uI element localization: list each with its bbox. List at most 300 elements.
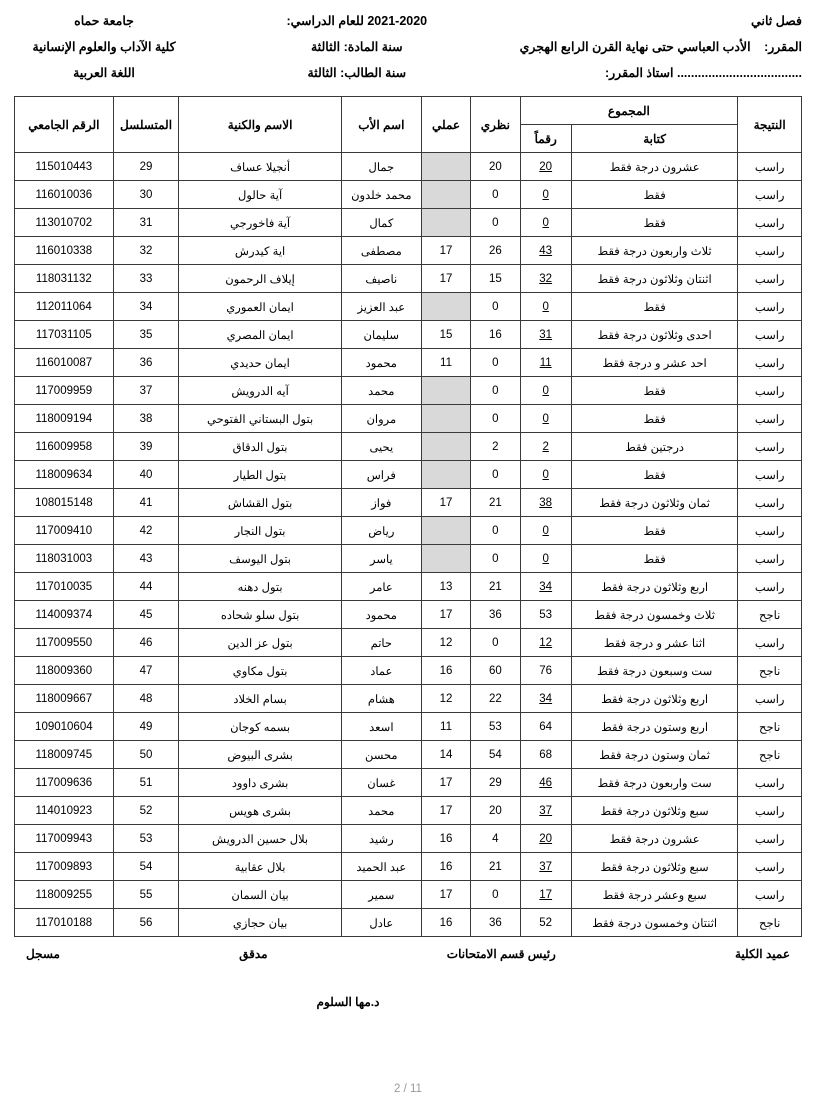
cell-father-name: هشام [341,685,421,713]
cell-raqm: 0 [520,545,571,573]
cell-amali: 15 [421,321,470,349]
cell-raqm: 20 [520,825,571,853]
cell-amali [421,153,470,181]
cell-raqm: 0 [520,209,571,237]
cell-amali: 13 [421,573,470,601]
cell-kitaba: اربع وثلاثون درجة فقط [571,685,737,713]
cell-nazari: 0 [471,629,520,657]
cell-kitaba: ست واربعون درجة فقط [571,769,737,797]
cell-student-name: بلال عقابية [179,853,341,881]
cell-kitaba: ثلاث واربعون درجة فقط [571,237,737,265]
cell-nazari: 21 [471,573,520,601]
table-row [15,629,802,657]
cell-university-id: 117009893 [15,853,114,881]
header-faculty: كلية الآداب والعلوم الإنسانية [32,40,176,55]
cell-student-name: آية فاخورجي [179,209,341,237]
cell-university-id: 109010604 [15,713,114,741]
cell-serial: 51 [113,769,179,797]
cell-kitaba: فقط [571,377,737,405]
cell-university-id: 117009943 [15,825,114,853]
header-academic-year-value: 2021-2020 [367,14,428,28]
cell-natija: راسب [738,545,802,573]
cell-kitaba: ثمان وثلاثون درجة فقط [571,489,737,517]
cell-father-name: حاتم [341,629,421,657]
cell-kitaba: فقط [571,517,737,545]
cell-university-id: 117010035 [15,573,114,601]
cell-kitaba: اربع وستون درجة فقط [571,713,737,741]
cell-university-id: 108015148 [15,489,114,517]
cell-amali [421,181,470,209]
cell-university-id: 117010188 [15,909,114,937]
cell-kitaba: اثنتان وثلاثون درجة فقط [571,265,737,293]
cell-kitaba: سبع وثلاثون درجة فقط [571,797,737,825]
header-student-year-label: سنة الطالب: [340,66,407,81]
cell-serial: 46 [113,629,179,657]
cell-serial: 32 [113,237,179,265]
cell-amali [421,293,470,321]
cell-university-id: 117031105 [15,321,114,349]
cell-university-id: 114010923 [15,797,114,825]
cell-kitaba: فقط [571,209,737,237]
cell-father-name: غسان [341,769,421,797]
cell-amali: 14 [421,741,470,769]
cell-serial: 39 [113,433,179,461]
cell-student-name: إيلاف الرحمون [179,265,341,293]
table-row [15,265,802,293]
cell-raqm: 17 [520,881,571,909]
cell-nazari: 21 [471,489,520,517]
cell-father-name: جمال [341,153,421,181]
cell-nazari: 0 [471,517,520,545]
cell-raqm: 12 [520,629,571,657]
cell-nazari: 20 [471,153,520,181]
cell-natija: راسب [738,237,802,265]
cell-raqm: 76 [520,657,571,685]
cell-serial: 53 [113,825,179,853]
cell-serial: 44 [113,573,179,601]
header-nazari: نظري [471,97,520,153]
cell-nazari: 0 [471,181,520,209]
cell-natija: راسب [738,293,802,321]
cell-amali: 12 [421,685,470,713]
cell-amali: 17 [421,489,470,517]
cell-father-name: عماد [341,657,421,685]
cell-natija: راسب [738,573,802,601]
cell-natija: راسب [738,377,802,405]
cell-student-name: آية حالول [179,181,341,209]
cell-natija: راسب [738,209,802,237]
cell-natija: ناجح [738,713,802,741]
cell-raqm: 31 [520,321,571,349]
cell-student-name: بتول سلو شحاده [179,601,341,629]
cell-natija: راسب [738,461,802,489]
header-father-name: اسم الأب [341,97,421,153]
cell-natija: راسب [738,853,802,881]
cell-student-name: بسام الخلاد [179,685,341,713]
header-kitaba: كتابة [571,125,737,153]
cell-natija: راسب [738,433,802,461]
header-course-label: المقرر: [764,40,802,55]
header-majmou: المجموع [520,97,738,125]
cell-serial: 34 [113,293,179,321]
cell-serial: 48 [113,685,179,713]
cell-nazari: 29 [471,769,520,797]
grades-table-body [15,153,802,937]
cell-kitaba: اثنا عشر و درجة فقط [571,629,737,657]
cell-raqm: 11 [520,349,571,377]
cell-father-name: ناصيف [341,265,421,293]
cell-father-name: عبد العزيز [341,293,421,321]
cell-amali [421,517,470,545]
cell-father-name: محمد [341,377,421,405]
cell-serial: 56 [113,909,179,937]
cell-father-name: عامر [341,573,421,601]
cell-serial: 41 [113,489,179,517]
cell-raqm: 68 [520,741,571,769]
cell-university-id: 118031003 [15,545,114,573]
cell-amali [421,545,470,573]
header-natija: النتيجة [738,97,802,153]
cell-university-id: 118031132 [15,265,114,293]
cell-nazari: 53 [471,713,520,741]
cell-nazari: 36 [471,909,520,937]
table-row [15,489,802,517]
cell-raqm: 0 [520,293,571,321]
table-row [15,769,802,797]
cell-nazari: 21 [471,853,520,881]
cell-university-id: 117009550 [15,629,114,657]
table-row [15,209,802,237]
cell-nazari: 0 [471,545,520,573]
cell-amali [421,433,470,461]
header-course-value: الأدب العباسي حتى نهاية القرن الرابع الهجري [519,40,751,55]
footer-dean: عميد الكلية [735,947,790,962]
cell-amali: 17 [421,881,470,909]
cell-father-name: رشيد [341,825,421,853]
cell-student-name: بيان حجازي [179,909,341,937]
table-row [15,349,802,377]
cell-amali: 17 [421,237,470,265]
cell-university-id: 114009374 [15,601,114,629]
cell-serial: 52 [113,797,179,825]
header-subject-year-label: سنة المادة: [343,40,403,55]
cell-student-name: اية كيدرش [179,237,341,265]
table-row [15,853,802,881]
cell-father-name: فواز [341,489,421,517]
cell-father-name: فراس [341,461,421,489]
cell-amali: 12 [421,629,470,657]
table-row [15,321,802,349]
cell-father-name: محمد خلدون [341,181,421,209]
table-row [15,377,802,405]
cell-kitaba: عشرون درجة فقط [571,825,737,853]
cell-kitaba: درجتين فقط [571,433,737,461]
cell-natija: راسب [738,825,802,853]
cell-amali: 16 [421,825,470,853]
cell-student-name: بتول مكاوي [179,657,341,685]
cell-amali: 16 [421,853,470,881]
cell-raqm: 52 [520,909,571,937]
cell-natija: راسب [738,321,802,349]
cell-father-name: رياض [341,517,421,545]
cell-natija: راسب [738,265,802,293]
cell-amali: 17 [421,797,470,825]
cell-father-name: عادل [341,909,421,937]
table-row [15,713,802,741]
cell-amali: 17 [421,601,470,629]
cell-raqm: 37 [520,853,571,881]
cell-father-name: سليمان [341,321,421,349]
table-header-row-1 [15,97,802,125]
cell-amali: 17 [421,265,470,293]
cell-university-id: 116010036 [15,181,114,209]
cell-father-name: محمود [341,349,421,377]
footer-exam-head: رئيس قسم الامتحانات [446,947,556,962]
header-course-block [520,12,802,82]
cell-serial: 38 [113,405,179,433]
cell-university-id: 113010702 [15,209,114,237]
cell-serial: 30 [113,181,179,209]
cell-father-name: عبد الحميد [341,853,421,881]
header-university-id: الرقم الجامعي [15,97,114,153]
cell-raqm: 0 [520,517,571,545]
table-row [15,461,802,489]
cell-kitaba: فقط [571,405,737,433]
cell-student-name: بتول الدقاق [179,433,341,461]
cell-raqm: 34 [520,685,571,713]
cell-raqm: 37 [520,797,571,825]
cell-raqm: 0 [520,405,571,433]
cell-raqm: 46 [520,769,571,797]
grades-table-head [15,97,802,153]
cell-raqm: 2 [520,433,571,461]
header-university: جامعة حماه [74,14,134,28]
cell-nazari: 4 [471,825,520,853]
cell-student-name: بلال حسين الدرويش [179,825,341,853]
header-serial: المتسلسل [113,97,179,153]
cell-raqm: 0 [520,377,571,405]
header-teacher-row [520,64,802,82]
cell-student-name: بتول اليوسف [179,545,341,573]
cell-serial: 49 [113,713,179,741]
cell-nazari: 0 [471,461,520,489]
header-academic-year-label: للعام الدراسي: [286,14,364,28]
cell-kitaba: فقط [571,545,737,573]
cell-serial: 55 [113,881,179,909]
table-row [15,237,802,265]
table-row [15,909,802,937]
cell-serial: 43 [113,545,179,573]
cell-natija: راسب [738,881,802,909]
cell-serial: 37 [113,377,179,405]
cell-raqm: 0 [520,461,571,489]
cell-nazari: 16 [471,321,520,349]
cell-raqm: 0 [520,181,571,209]
header-course-row [520,38,802,56]
header-academic-year [272,12,442,30]
header-student-year-value: الثالثة [307,66,337,81]
cell-student-name: بتول البستاني الفتوحي [179,405,341,433]
header-department: اللغة العربية [73,66,135,81]
table-row [15,657,802,685]
cell-student-name: بشرى البيوض [179,741,341,769]
header-term: فصل ثاني [751,14,802,28]
cell-kitaba: سبع وثلاثون درجة فقط [571,853,737,881]
cell-university-id: 118009360 [15,657,114,685]
cell-natija: راسب [738,685,802,713]
cell-natija: راسب [738,489,802,517]
table-row [15,293,802,321]
cell-student-name: ايمان حديدي [179,349,341,377]
cell-amali: 11 [421,713,470,741]
cell-father-name: مصطفى [341,237,421,265]
cell-student-name: ايمان المصري [179,321,341,349]
cell-amali [421,461,470,489]
cell-student-name: بشرى داوود [179,769,341,797]
cell-father-name: مروان [341,405,421,433]
cell-natija: راسب [738,405,802,433]
cell-natija: راسب [738,153,802,181]
header-subject-year-value: الثالثة [310,40,341,55]
table-row [15,517,802,545]
cell-amali: 16 [421,657,470,685]
cell-amali: 16 [421,909,470,937]
cell-nazari: 0 [471,377,520,405]
cell-raqm: 34 [520,573,571,601]
cell-student-name: بيان السمان [179,881,341,909]
cell-student-name: بتول القشاش [179,489,341,517]
cell-serial: 42 [113,517,179,545]
cell-natija: ناجح [738,601,802,629]
cell-kitaba: عشرون درجة فقط [571,153,737,181]
cell-university-id: 116009958 [15,433,114,461]
cell-nazari: 20 [471,797,520,825]
header-student-name: الاسم والكنية [179,97,341,153]
cell-father-name: محمود [341,601,421,629]
cell-nazari: 0 [471,405,520,433]
cell-university-id: 117009410 [15,517,114,545]
cell-nazari: 0 [471,293,520,321]
cell-nazari: 60 [471,657,520,685]
cell-student-name: ايمان العموري [179,293,341,321]
footer-registrar: مسجل [26,947,60,962]
cell-serial: 35 [113,321,179,349]
footer-auditor: مدقق [239,947,268,962]
cell-student-name: آيه الدرويش [179,377,341,405]
table-row [15,433,802,461]
cell-student-name: بسمه كوجان [179,713,341,741]
cell-raqm: 20 [520,153,571,181]
cell-university-id: 117009959 [15,377,114,405]
table-row [15,573,802,601]
table-row [15,405,802,433]
cell-father-name: اسعد [341,713,421,741]
cell-natija: ناجح [738,909,802,937]
cell-university-id: 118009194 [15,405,114,433]
table-row [15,181,802,209]
cell-serial: 50 [113,741,179,769]
cell-university-id: 118009634 [15,461,114,489]
cell-serial: 29 [113,153,179,181]
cell-amali: 11 [421,349,470,377]
cell-student-name: بشرى هويس [179,797,341,825]
dean-signature-name: د.مها السلوم [316,995,380,1010]
cell-serial: 45 [113,601,179,629]
cell-serial: 54 [113,853,179,881]
cell-university-id: 116010338 [15,237,114,265]
table-row [15,825,802,853]
cell-raqm: 32 [520,265,571,293]
cell-university-id: 116010087 [15,349,114,377]
cell-amali [421,209,470,237]
cell-raqm: 43 [520,237,571,265]
cell-father-name: يحيى [341,433,421,461]
cell-father-name: محمد [341,797,421,825]
cell-nazari: 26 [471,237,520,265]
cell-kitaba: فقط [571,181,737,209]
cell-nazari: 36 [471,601,520,629]
header-amali: عملي [421,97,470,153]
cell-natija: ناجح [738,741,802,769]
cell-student-name: بتول دهنه [179,573,341,601]
cell-natija: راسب [738,797,802,825]
cell-kitaba: احدى وثلاثون درجة فقط [571,321,737,349]
grades-table [14,96,802,937]
cell-serial: 33 [113,265,179,293]
table-row [15,797,802,825]
cell-nazari: 54 [471,741,520,769]
cell-natija: راسب [738,181,802,209]
cell-nazari: 0 [471,881,520,909]
cell-natija: راسب [738,769,802,797]
header-raqm: رقماً [520,125,571,153]
cell-serial: 47 [113,657,179,685]
cell-kitaba: سبع وعشر درجة فقط [571,881,737,909]
cell-student-name: أنجيلا عساف [179,153,341,181]
cell-natija: راسب [738,517,802,545]
cell-kitaba: احد عشر و درجة فقط [571,349,737,377]
page-number: 2 / 11 [394,1083,422,1095]
cell-university-id: 118009255 [15,881,114,909]
signature-row [14,947,802,961]
cell-student-name: بتول الطيار [179,461,341,489]
cell-raqm: 38 [520,489,571,517]
cell-university-id: 112011064 [15,293,114,321]
cell-nazari: 15 [471,265,520,293]
cell-natija: راسب [738,629,802,657]
header-teacher-value: .................................... [676,66,802,81]
cell-nazari: 2 [471,433,520,461]
cell-father-name: محسن [341,741,421,769]
cell-university-id: 118009667 [15,685,114,713]
table-row [15,741,802,769]
header-subject-year [272,38,442,56]
cell-university-id: 118009745 [15,741,114,769]
table-row [15,153,802,181]
cell-amali [421,377,470,405]
cell-kitaba: ثلاث وخمسون درجة فقط [571,601,737,629]
header-university-block [14,12,194,82]
cell-amali: 17 [421,769,470,797]
cell-father-name: كمال [341,209,421,237]
document-header [14,12,802,82]
cell-kitaba: فقط [571,461,737,489]
table-row [15,881,802,909]
table-row [15,685,802,713]
cell-university-id: 117009636 [15,769,114,797]
cell-raqm: 53 [520,601,571,629]
cell-nazari: 0 [471,209,520,237]
